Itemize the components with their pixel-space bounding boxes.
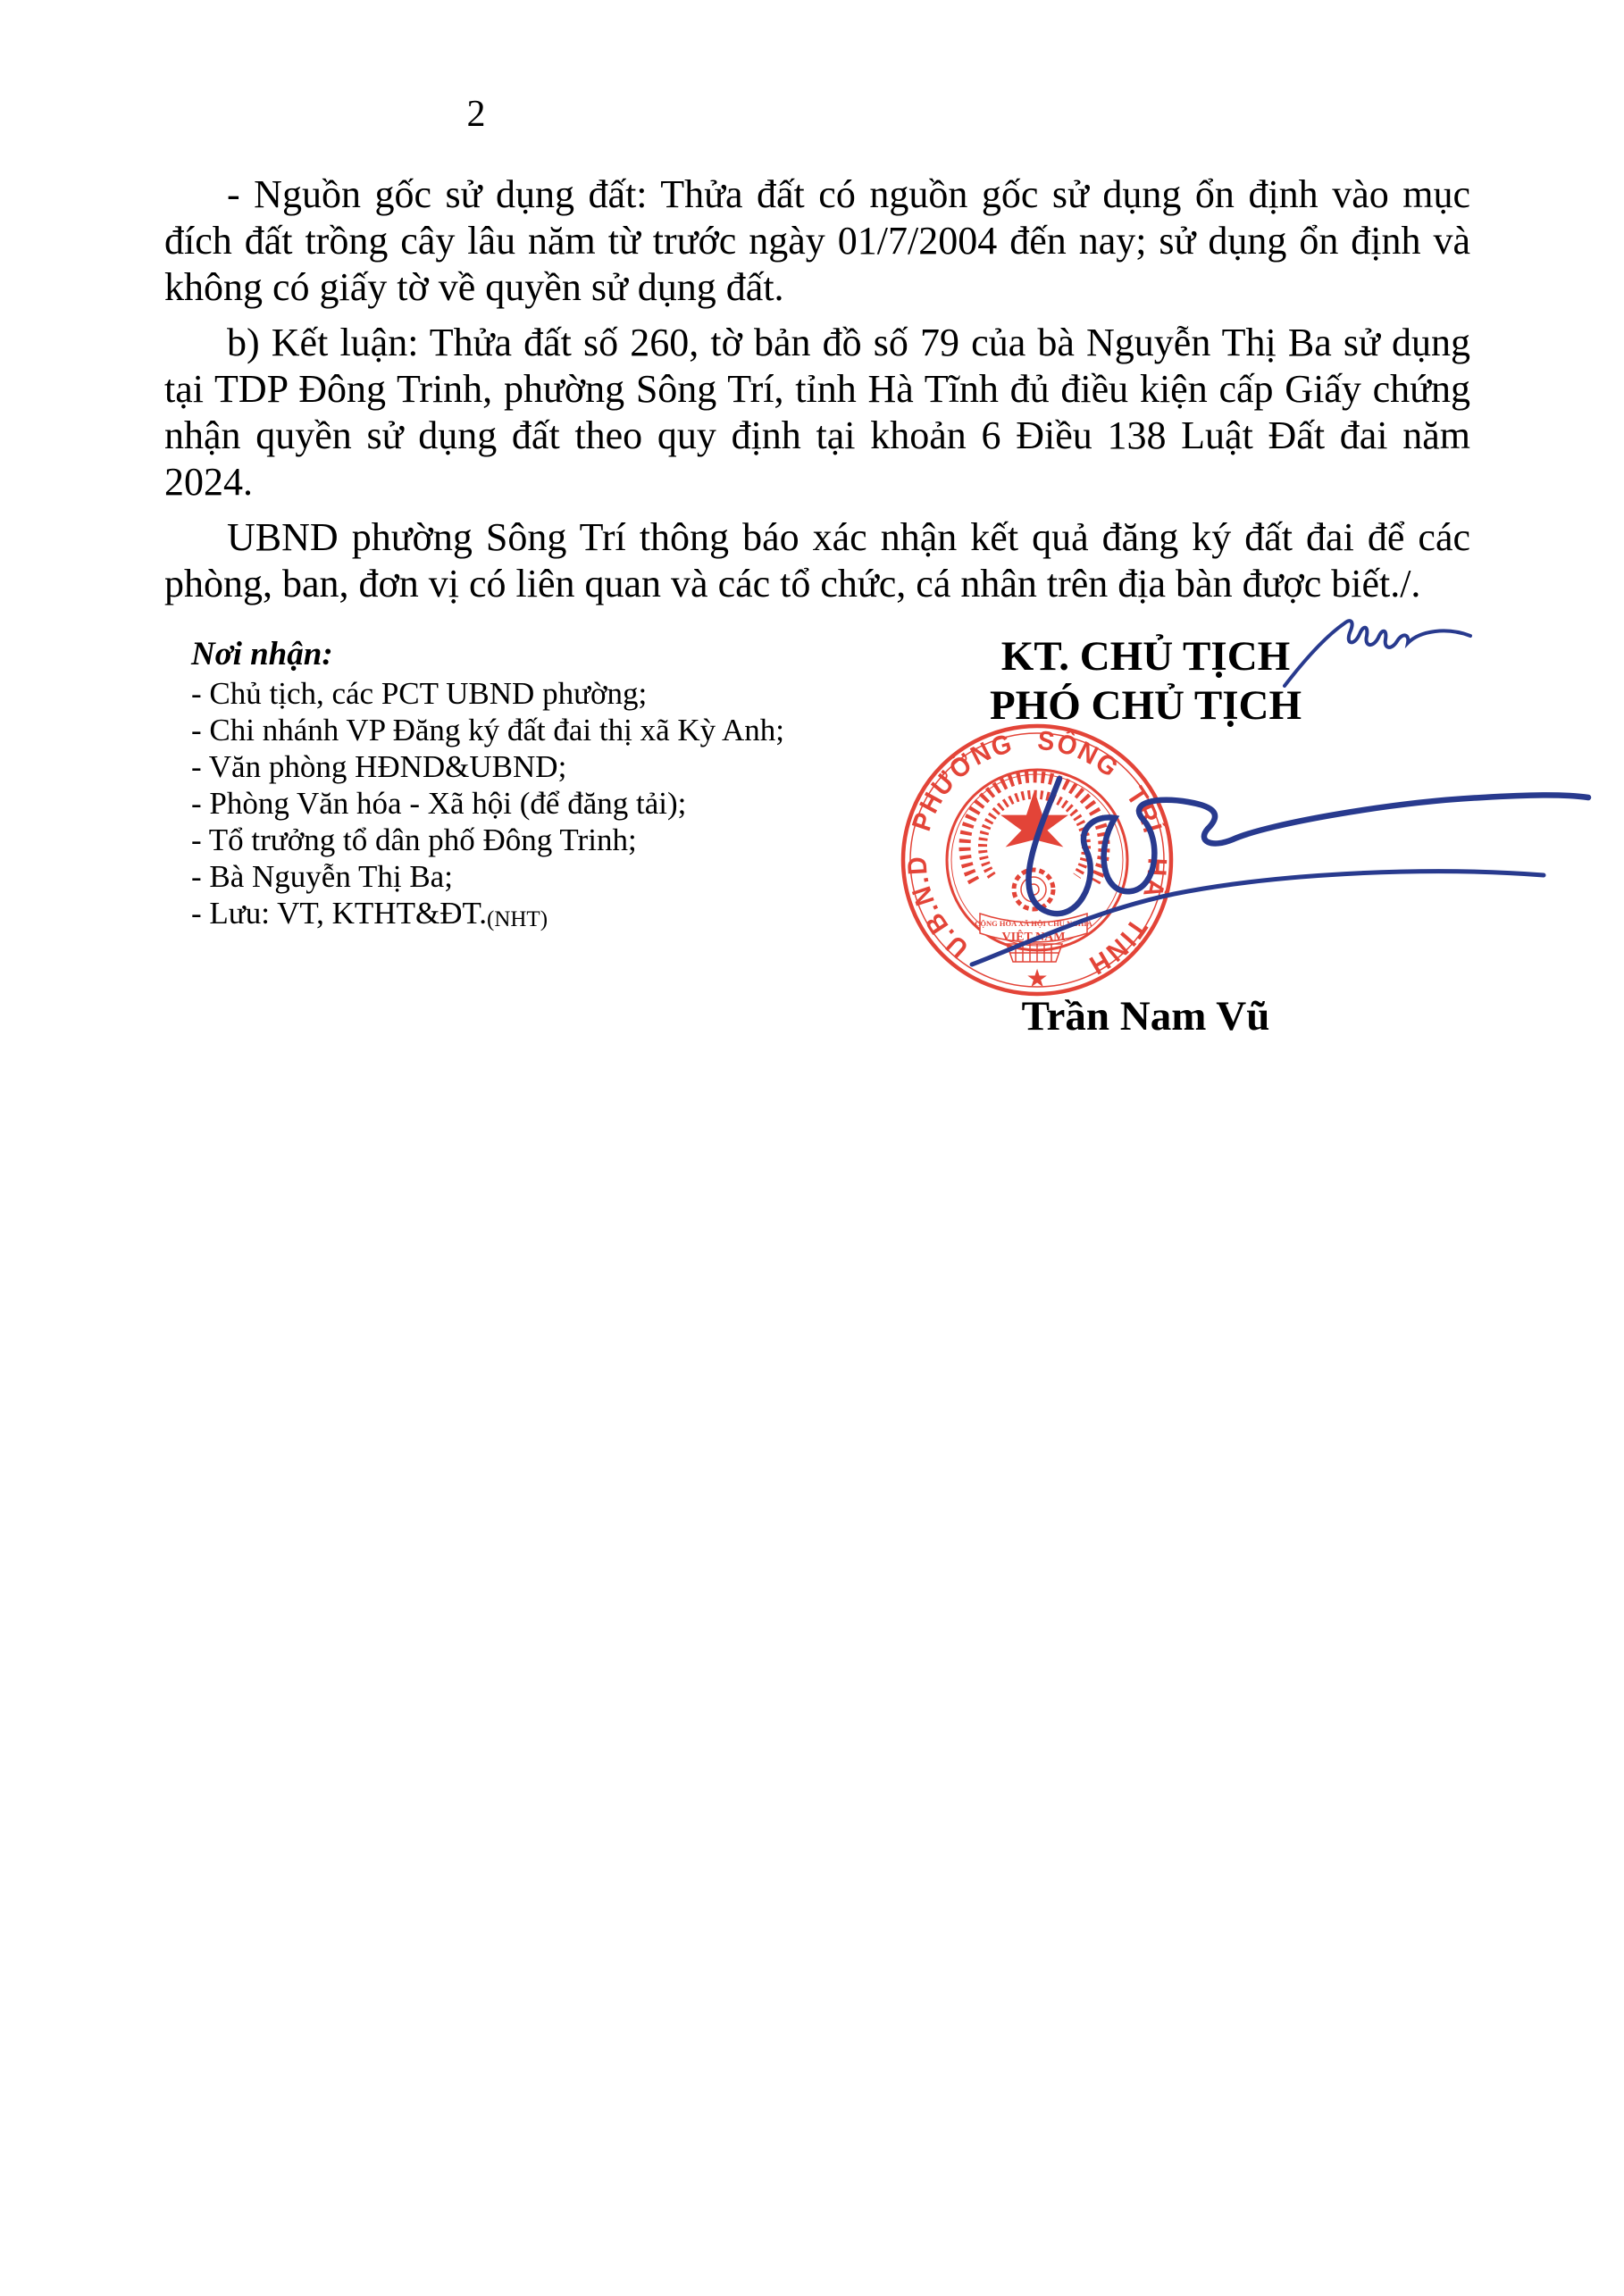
recipient-item: - Tổ trưởng tổ dân phố Đông Trinh; bbox=[191, 822, 637, 857]
archive-label: - Lưu: VT, KTHT&ĐT. bbox=[191, 896, 487, 931]
signer-position-line1: KT. CHỦ TỊCH bbox=[1000, 633, 1291, 680]
emblem-banner-motto: CỘNG HÒA XÃ HỘI CHỦ NGHĨA bbox=[975, 919, 1092, 928]
paragraph-announcement: UBND phường Sông Trí thông báo xác nhận kết quả đăng ký đất đai để các phòng, ban, đơn vị có liên quan và các tổ chức, cá nhân trên địa bàn được biết./. bbox=[164, 515, 1470, 605]
emblem-banner-country: VIỆT NAM bbox=[1001, 931, 1066, 944]
recipients-block bbox=[191, 634, 888, 938]
seal-ring-text: U.B.N.D PHƯỜNG SÔNG TRÍ HÀ TĨNH bbox=[902, 725, 1172, 981]
emblem-gear-teeth bbox=[1014, 870, 1053, 909]
recipients-heading: Nơi nhận: bbox=[191, 636, 333, 672]
emblem-gear-rim bbox=[1021, 877, 1046, 902]
recipient-item: - Văn phòng HĐND&UBND; bbox=[191, 749, 567, 784]
recipient-item: - Chủ tịch, các PCT UBND phường; bbox=[191, 676, 648, 711]
paragraph-conclusion: b) Kết luận: Thửa đất số 260, tờ bản đồ số 79 của bà Nguyễn Thị Ba sử dụng tại TDP Đông Trinh, phường Sông Trí, tỉnh Hà Tĩnh đủ điều kiện cấp Giấy chứng nhận quyền sử dụng đất theo quy định tại khoản 6 Điều 138 Luật Đất đai năm 2024. bbox=[164, 321, 1470, 504]
emblem-gear-hub bbox=[1028, 884, 1039, 895]
seal-bottom-star: ★ bbox=[1025, 965, 1049, 993]
emblem-pedestal bbox=[1007, 944, 1062, 962]
document-body bbox=[164, 171, 1470, 616]
paragraph-land-origin: - Nguồn gốc sử dụng đất: Thửa đất có nguồn gốc sử dụng ổn định vào mục đích đất trồng cây lâu năm từ trước ngày 01/7/2004 đến nay; sử dụng ổn định và không có giấy tờ về quyền sử dụng đất. bbox=[164, 172, 1470, 309]
recipient-item-archive bbox=[191, 895, 888, 938]
page-number: 2 bbox=[466, 94, 486, 135]
signer-position-line2: PHÓ CHỦ TỊCH bbox=[989, 682, 1302, 729]
official-seal bbox=[850, 672, 1225, 1048]
signer-name: Trần Nam Vũ bbox=[1021, 993, 1270, 1039]
drafter-initials: (NHT) bbox=[487, 907, 548, 931]
recipient-item: - Phòng Văn hóa - Xã hội (để đăng tải); bbox=[191, 786, 687, 821]
recipient-item: - Bà Nguyễn Thị Ba; bbox=[191, 859, 453, 894]
recipient-item: - Chi nhánh VP Đăng ký đất đai thị xã Kỳ Anh; bbox=[191, 713, 784, 747]
